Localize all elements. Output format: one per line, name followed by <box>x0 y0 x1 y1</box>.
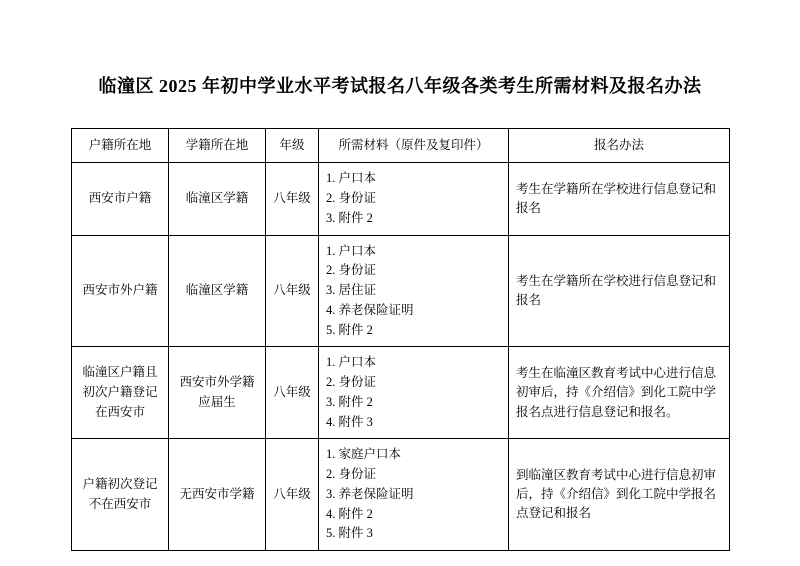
material-item: 4. 附件 3 <box>326 414 373 429</box>
cell-required-materials <box>319 439 509 551</box>
table-body <box>72 163 730 551</box>
material-item: 5. 附件 2 <box>326 322 373 337</box>
household-line: 临潼区户籍且 <box>82 365 158 380</box>
school-record-line: 应届生 <box>198 394 236 409</box>
material-item: 1. 户口本 <box>326 171 377 186</box>
cell-required-materials <box>319 347 509 439</box>
cell-school-record-location <box>169 439 266 551</box>
household-line: 不在西安市 <box>88 496 152 511</box>
cell-grade: 八年级 <box>266 163 319 235</box>
column-header-grade: 年级 <box>266 129 319 163</box>
table-row <box>72 163 730 235</box>
material-item: 3. 居住证 <box>326 283 377 298</box>
school-record-line: 临潼区学籍 <box>185 191 249 206</box>
registration-requirements-table <box>71 128 730 551</box>
household-line: 西安市外户籍 <box>82 283 158 298</box>
household-line: 在西安市 <box>94 404 145 419</box>
material-item: 3. 附件 2 <box>326 394 373 409</box>
household-line: 西安市户籍 <box>88 191 152 206</box>
table-container <box>71 98 729 551</box>
cell-registration-method: 考生在学籍所在学校进行信息登记和报名 <box>509 163 730 235</box>
cell-household-location <box>72 163 169 235</box>
material-item: 2. 身份证 <box>326 375 377 390</box>
material-item: 4. 附件 2 <box>326 506 373 521</box>
cell-registration-method: 考生在学籍所在学校进行信息登记和报名 <box>509 235 730 347</box>
cell-registration-method: 到临潼区教育考试中心进行信息初审后，持《介绍信》到化工院中学报名点登记和报名 <box>509 439 730 551</box>
cell-registration-method: 考生在临潼区教育考试中心进行信息初审后，持《介绍信》到化工院中学报名点进行信息登记和报名。 <box>509 347 730 439</box>
cell-grade: 八年级 <box>266 439 319 551</box>
school-record-line: 无西安市学籍 <box>179 486 255 501</box>
material-item: 3. 附件 2 <box>326 210 373 225</box>
cell-required-materials <box>319 235 509 347</box>
cell-household-location <box>72 347 169 439</box>
table-header-row <box>72 129 730 163</box>
cell-household-location <box>72 439 169 551</box>
material-item: 2. 身份证 <box>326 467 377 482</box>
page-title: 临潼区 2025 年初中学业水平考试报名八年级各类考生所需材料及报名办法 <box>98 76 702 96</box>
column-header-required-materials: 所需材料（原件及复印件） <box>319 129 509 163</box>
cell-required-materials <box>319 163 509 235</box>
school-record-line: 西安市外学籍 <box>179 375 255 390</box>
cell-grade: 八年级 <box>266 347 319 439</box>
household-line: 户籍初次登记 <box>82 477 158 491</box>
table-row <box>72 439 730 551</box>
column-header-household-location: 户籍所在地 <box>72 129 169 163</box>
material-item: 1. 户口本 <box>326 243 377 258</box>
material-item: 1. 家庭户口本 <box>326 447 402 462</box>
material-item: 4. 养老保险证明 <box>326 302 414 317</box>
cell-grade: 八年级 <box>266 235 319 347</box>
material-item: 2. 身份证 <box>326 263 377 278</box>
material-item: 1. 户口本 <box>326 355 377 370</box>
column-header-registration-method: 报名办法 <box>509 129 730 163</box>
cell-school-record-location <box>169 347 266 439</box>
material-item: 5. 附件 3 <box>326 526 373 541</box>
household-line: 初次户籍登记 <box>82 385 158 399</box>
table-row <box>72 347 730 439</box>
school-record-line: 临潼区学籍 <box>185 283 249 298</box>
material-item: 3. 养老保险证明 <box>326 486 414 501</box>
cell-household-location <box>72 235 169 347</box>
column-header-school-record-location: 学籍所在地 <box>169 129 266 163</box>
cell-school-record-location <box>169 163 266 235</box>
material-item: 2. 身份证 <box>326 191 377 206</box>
cell-school-record-location <box>169 235 266 347</box>
table-row <box>72 235 730 347</box>
